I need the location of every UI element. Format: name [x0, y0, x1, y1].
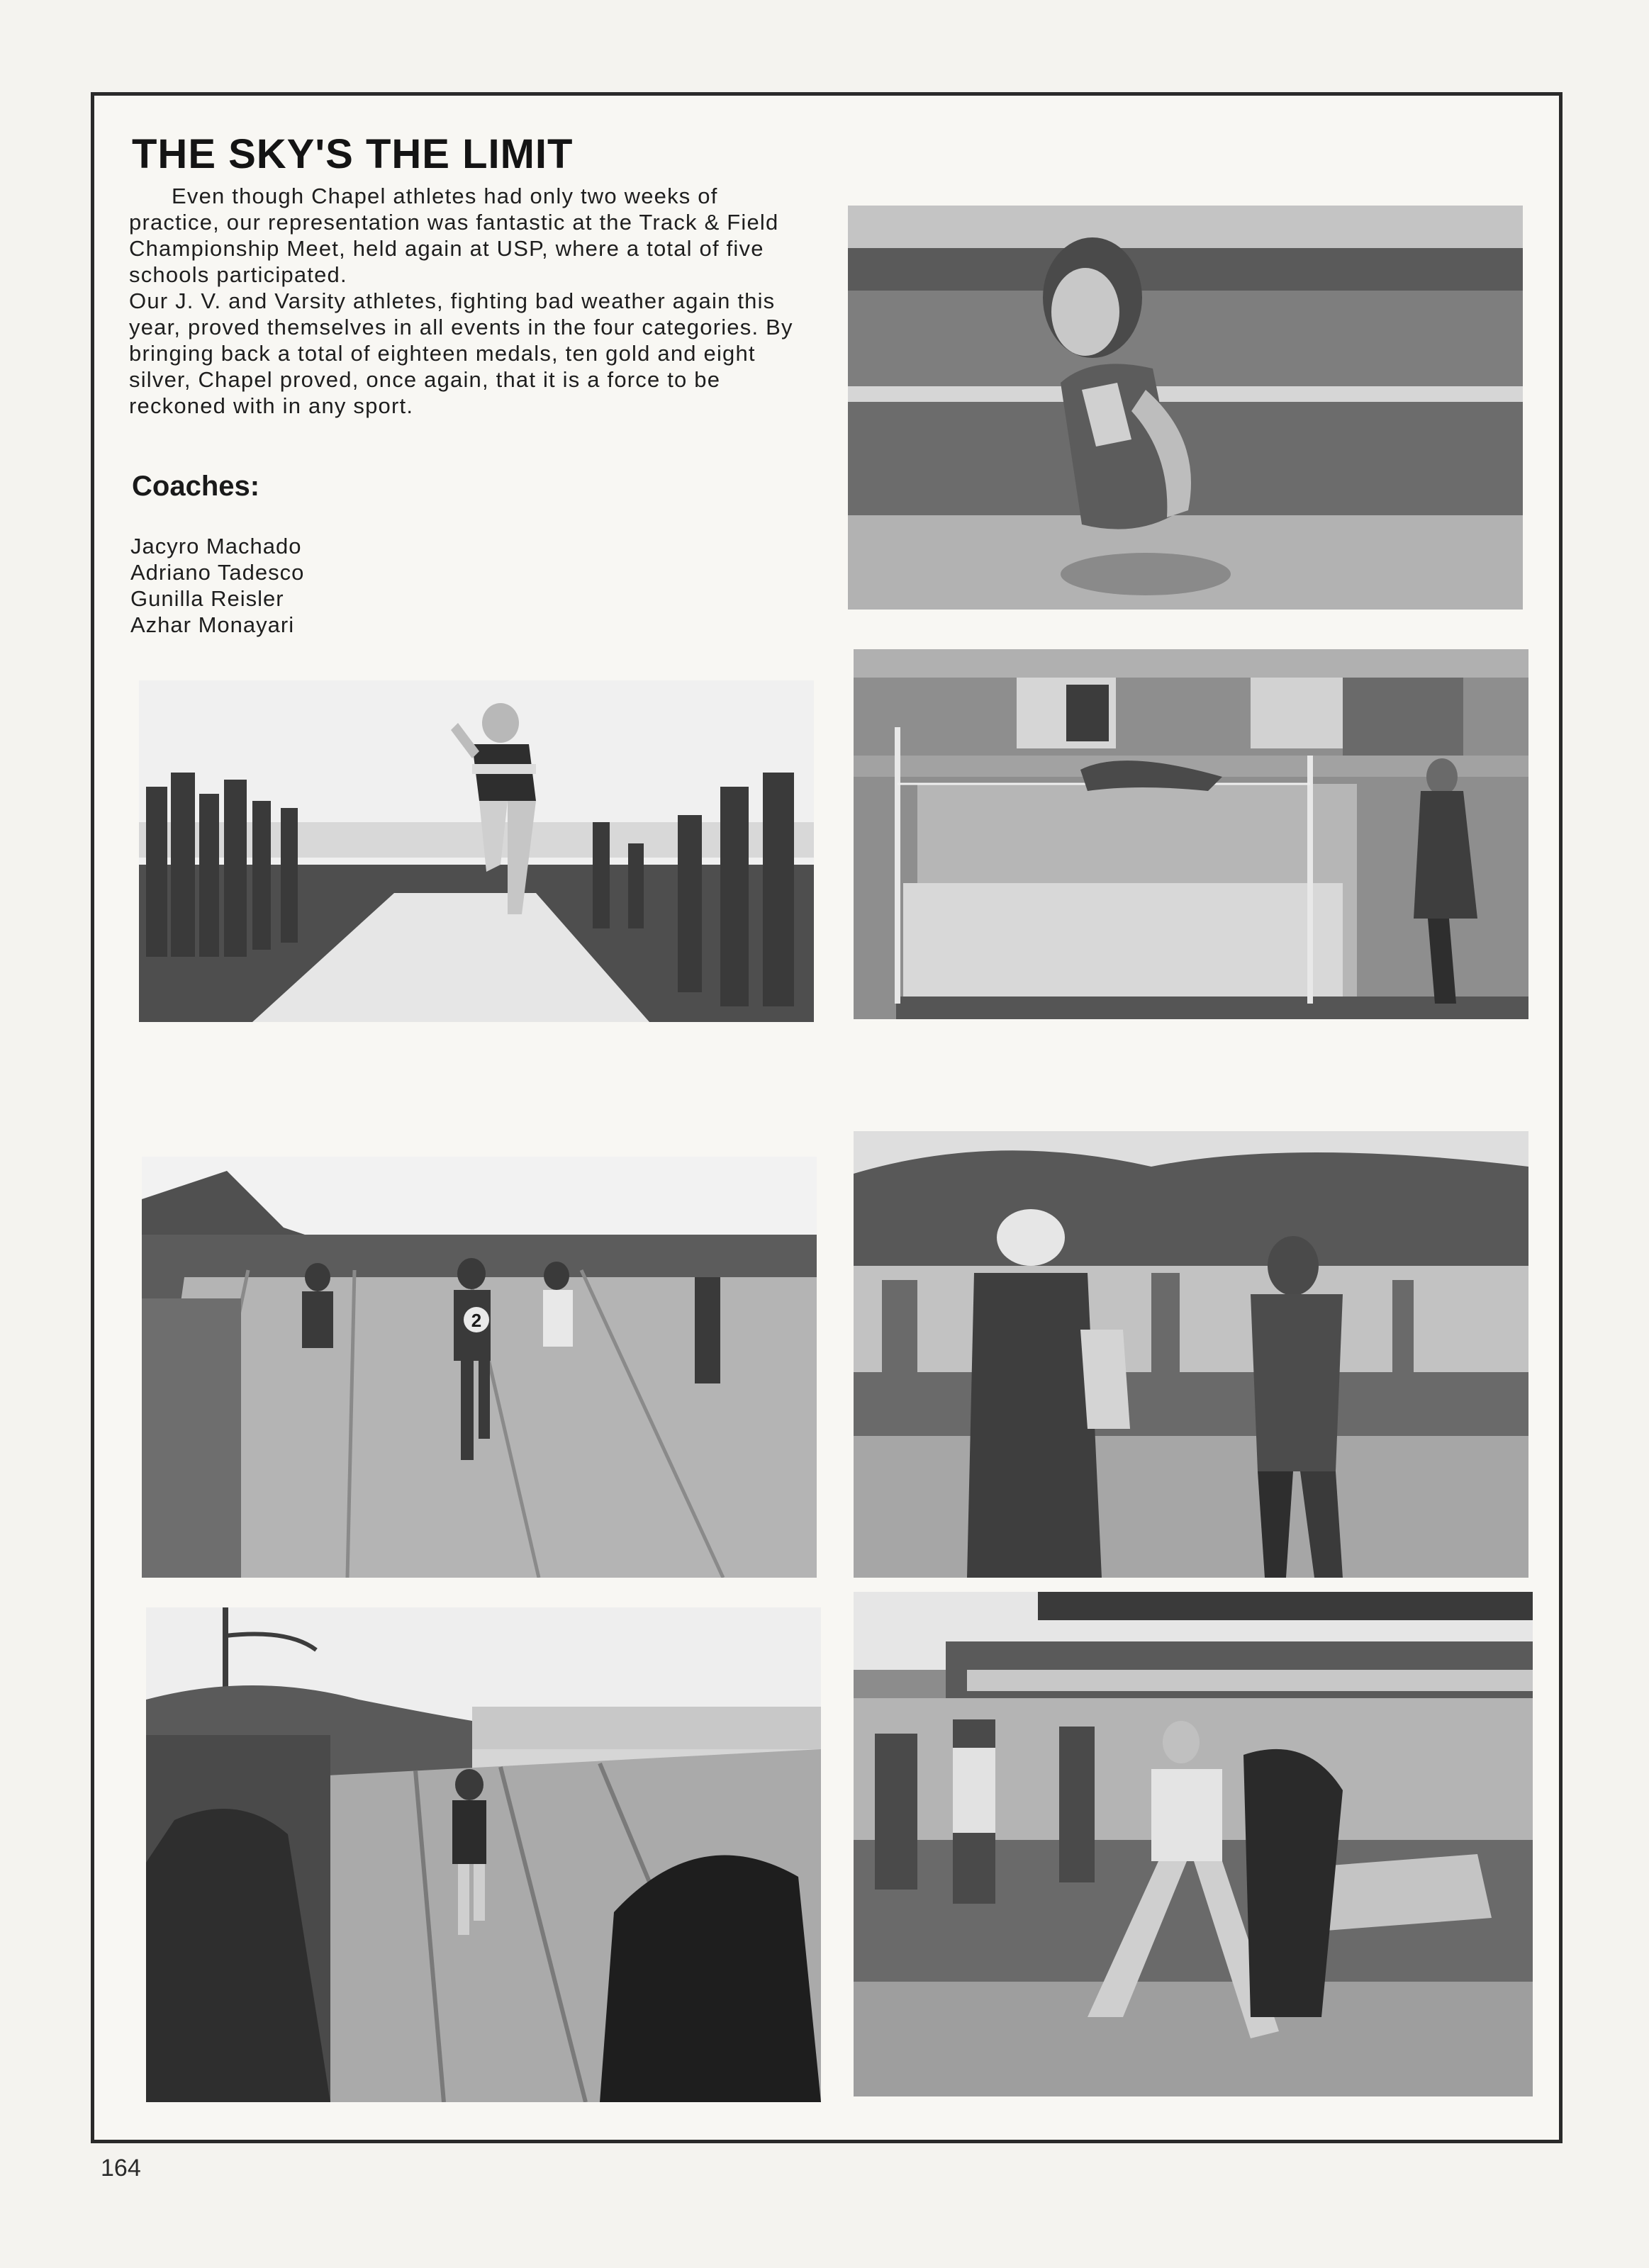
- page-number: 164: [101, 2155, 141, 2182]
- coach-name: Azhar Monayari: [130, 612, 295, 637]
- runner-bib-number: 2: [471, 1310, 482, 1331]
- article-headline: THE SKY'S THE LIMIT: [132, 131, 574, 177]
- coaches-heading: Coaches:: [132, 471, 260, 502]
- photo-coaches-on-field: [854, 1131, 1528, 1578]
- coach-name: Adriano Tadesco: [130, 560, 305, 585]
- coach-name: Gunilla Reisler: [130, 586, 284, 611]
- photo-sprint-race: [142, 1157, 817, 1578]
- coach-name: Jacyro Machado: [130, 534, 302, 558]
- photo-runner-closeup: [848, 206, 1523, 610]
- coach-list: [130, 533, 304, 638]
- photo-high-jump: [854, 649, 1528, 1019]
- article-body: [129, 183, 795, 419]
- article-paragraph-1: Even though Chapel athletes had only two weeks of practice, our representation was fantastic at the Track & Field Championship Meet, held again at USP, where a total of five schools participated.: [129, 184, 779, 287]
- photo-runner-finishing: [854, 1592, 1533, 2096]
- photo-distance-runner: [146, 1607, 821, 2102]
- photo-long-jump: [139, 680, 814, 1022]
- article-paragraph-2: Our J. V. and Varsity athletes, fighting bad weather again this year, proved themselves in all events in the four categories. By bringing back a total of eighteen medals, ten gold and eight silver, Chapel proved, once again, that it is a force to be reckoned with in any sport.: [129, 288, 793, 418]
